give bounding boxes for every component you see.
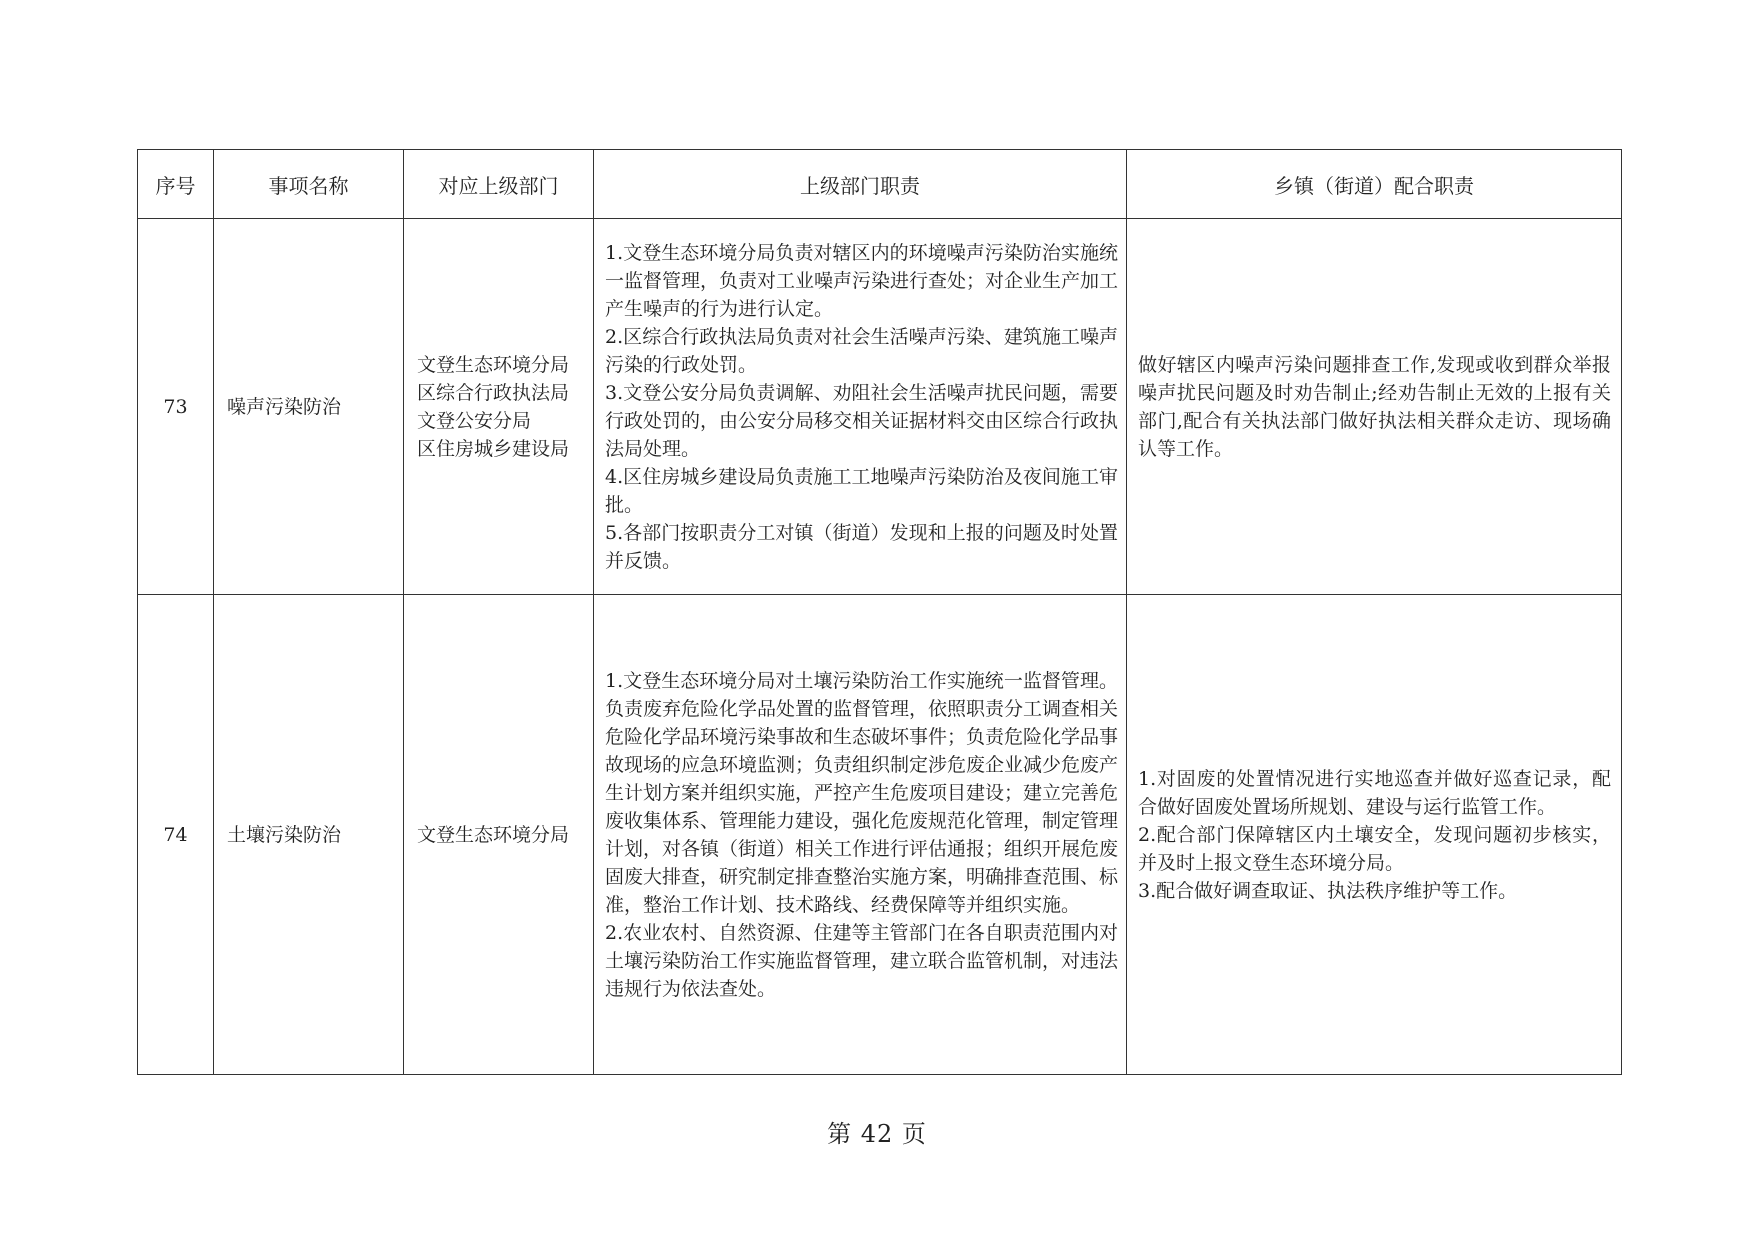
row-seq: 73 — [138, 219, 214, 595]
header-town-cooperation: 乡镇（街道）配合职责 — [1127, 150, 1622, 219]
header-department: 对应上级部门 — [404, 150, 594, 219]
duty-item: 1.文登生态环境分局对土壤污染防治工作实施统一监督管理。负责废弃危险化学品处置的监督管理，依照职责分工调查相关危险化学品环境污染事故和生态破坏事件；负责危险化学品事故现场的应急环境监测；负责组织制定涉危废企业减少危废产生计划方案并组织实施，严控产生危废项目建设；建立完善危废收集体系、管理能力建设，强化危废规范化管理，制定管理计划，对各镇（街道）相关工作进行评估通报；组织开展危废固废大排查，研究制定排查整治实施方案，明确排查范围、标准，整治工作计划、技术路线、经费保障等并组织实施。 — [605, 669, 1119, 916]
cooperation-item: 2.配合部门保障辖区内土壤安全，发现问题初步核实，并及时上报文登生态环境分局。 — [1138, 823, 1611, 874]
row-cooperation — [1127, 595, 1622, 1075]
duty-item: 2.区综合行政执法局负责对社会生活噪声污染、建筑施工噪声污染的行政处罚。 — [605, 325, 1118, 376]
department-line: 文登公安分局 — [417, 409, 532, 432]
duty-item: 3.文登公安分局负责调解、劝阻社会生活噪声扰民问题，需要行政处罚的，由公安分局移交相关证据材料交由区综合行政执法局处理。 — [605, 381, 1119, 460]
cooperation-item: 做好辖区内噪声污染问题排查工作,发现或收到群众举报噪声扰民问题及时劝告制止;经劝告制止无效的上报有关部门,配合有关执法部门做好执法相关群众走访、现场确认等工作。 — [1138, 353, 1611, 460]
duty-item: 5.各部门按职责分工对镇（街道）发现和上报的问题及时处置并反馈。 — [605, 521, 1118, 572]
table-row — [138, 219, 1622, 595]
responsibility-table — [137, 149, 1622, 1075]
cooperation-item: 3.配合做好调查取证、执法秩序维护等工作。 — [1138, 879, 1518, 902]
row-item-name: 噪声污染防治 — [214, 219, 404, 595]
row-seq: 74 — [138, 595, 214, 1075]
page-number: 第 42 页 — [827, 1120, 927, 1148]
duty-item: 2.农业农村、自然资源、住建等主管部门在各自职责范围内对土壤污染防治工作实施监督管理，建立联合监管机制，对违法违规行为依法查处。 — [605, 921, 1119, 1000]
cooperation-item: 1.对固废的处置情况进行实地巡查并做好巡查记录，配合做好固废处置场所规划、建设与运行监管工作。 — [1138, 767, 1611, 818]
table-header-row — [138, 150, 1622, 219]
row-departments — [404, 219, 594, 595]
row-departments — [404, 595, 594, 1075]
row-item-name: 土壤污染防治 — [214, 595, 404, 1075]
duty-item: 4.区住房城乡建设局负责施工工地噪声污染防治及夜间施工审批。 — [605, 465, 1118, 516]
header-department-duties: 上级部门职责 — [594, 150, 1127, 219]
department-line: 文登生态环境分局 — [417, 823, 570, 846]
row-cooperation — [1127, 219, 1622, 595]
department-line: 文登生态环境分局 — [417, 353, 570, 376]
department-line: 区住房城乡建设局 — [417, 437, 570, 460]
header-item-name: 事项名称 — [214, 150, 404, 219]
department-line: 区综合行政执法局 — [417, 381, 570, 404]
header-seq: 序号 — [138, 150, 214, 219]
row-duties — [594, 595, 1127, 1075]
duty-item: 1.文登生态环境分局负责对辖区内的环境噪声污染防治实施统一监督管理，负责对工业噪声污染进行查处；对企业生产加工产生噪声的行为进行认定。 — [605, 241, 1119, 320]
table-row — [138, 595, 1622, 1075]
row-duties — [594, 219, 1127, 595]
